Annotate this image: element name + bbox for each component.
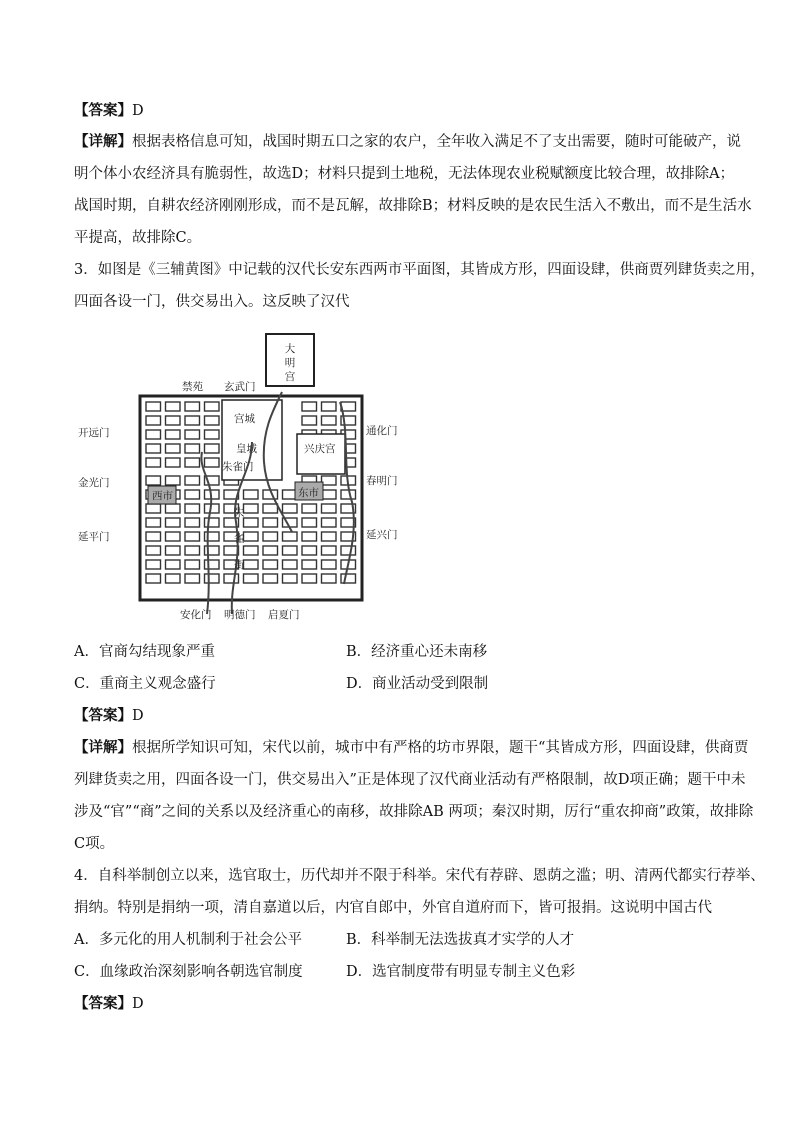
- q3-option-a: A．官商勾结现象严重: [74, 644, 215, 660]
- ward-block: [166, 402, 181, 411]
- q4-option-c: C．血缘政治深刻影响各朝选官制度: [74, 964, 303, 980]
- ward-block: [185, 416, 200, 425]
- daming-label-1: 大: [284, 343, 296, 355]
- ward-block: [166, 416, 181, 425]
- q2-detail-line-3: 战国时期，自耕农经济刚刚形成，而不是瓦解，故排除B；材料反映的是农民生活入不敷出，而不是生活水: [74, 198, 752, 214]
- ward-block: [205, 430, 220, 439]
- detail-tag: 【详解】: [74, 740, 132, 756]
- ward-block: [302, 546, 317, 555]
- qixia-label: 启夏门: [268, 609, 300, 621]
- ward-block: [224, 546, 239, 555]
- ward-block: [205, 518, 220, 527]
- answer-tag: 【答案】: [74, 996, 132, 1012]
- kaiyuan-label: 开远门: [78, 427, 110, 439]
- q2-detail-line-2: 明个体小农经济具有脆弱性，故选D；材料只提到土地税，无法体现农业税赋额度比较合理，故排除A；: [74, 166, 735, 182]
- ward-block: [263, 560, 278, 569]
- q4-option-b: B．科举制无法选拔真才实学的人才: [346, 932, 575, 948]
- xuanwu-label: 玄武门: [224, 381, 256, 393]
- ward-block: [185, 574, 200, 583]
- ward-block: [205, 574, 220, 583]
- ward-block: [166, 430, 181, 439]
- ward-block: [322, 532, 337, 541]
- xishi-label: 西市: [152, 490, 173, 502]
- ward-block: [185, 476, 200, 485]
- ward-block: [166, 504, 181, 513]
- ward-block: [146, 458, 161, 467]
- ward-block: [322, 518, 337, 527]
- ward-block: [205, 546, 220, 555]
- ward-block: [302, 416, 317, 425]
- ward-block: [283, 546, 298, 555]
- yanxing-label: 延兴门: [366, 529, 398, 541]
- q3-detail-line-3: 涉及“官”“商”之间的关系以及经济重心的南移，故排除AB 两项；秦汉时期，厉行“重农抑商”政策，故排除: [74, 804, 754, 820]
- yanping-label: 延平门: [78, 531, 110, 543]
- ward-block: [205, 444, 220, 453]
- answer-tag: 【答案】: [74, 708, 132, 724]
- q3-answer: [74, 706, 144, 726]
- ward-block: [322, 476, 337, 485]
- q2-answer: [74, 101, 144, 121]
- ward-block: [322, 560, 337, 569]
- ward-block: [166, 518, 181, 527]
- ward-block: [283, 532, 298, 541]
- ward-block: [263, 532, 278, 541]
- changan-city-map: [78, 322, 412, 632]
- jie-label: 街: [234, 559, 245, 571]
- ward-block: [322, 416, 337, 425]
- ward-block: [166, 458, 181, 467]
- q3-detail-line-4: C项。: [74, 836, 115, 852]
- ward-block: [244, 504, 259, 513]
- dongshi-label: 东市: [298, 487, 319, 499]
- ward-block: [146, 518, 161, 527]
- q4-answer: [74, 994, 144, 1014]
- mingde-label: 明德门: [224, 609, 256, 621]
- q2-detail-line-4: 平提高，故排除C。: [74, 230, 202, 246]
- answer-tag: 【答案】: [74, 103, 132, 119]
- ward-block: [263, 574, 278, 583]
- ward-block: [185, 430, 200, 439]
- zhu-label: 朱: [234, 507, 245, 519]
- ward-block: [185, 458, 200, 467]
- q3-detail-line-1: 【详解】根据所学知识可知，宋代以前，城市中有严格的坊市界限，题干“其皆成方形，四面设肆，供商贾: [74, 740, 749, 756]
- daming-label-3: 宫: [284, 371, 296, 383]
- ward-block: [341, 546, 356, 555]
- ward-block: [224, 574, 239, 583]
- chunming-label: 春明门: [366, 475, 398, 487]
- q4-stem-line-2: 捐纳。特别是捐纳一项，清自嘉道以后，内官自郎中，外官自道府而下，皆可报捐。这说明中国古代: [74, 900, 712, 916]
- ward-block: [146, 416, 161, 425]
- ward-block: [341, 574, 356, 583]
- ward-block: [302, 560, 317, 569]
- ward-block: [205, 416, 220, 425]
- ward-block: [146, 532, 161, 541]
- ward-block: [302, 532, 317, 541]
- ward-block: [205, 532, 220, 541]
- ward-block: [146, 574, 161, 583]
- ward-block: [244, 490, 259, 499]
- ward-block: [185, 444, 200, 453]
- ward-block: [146, 476, 161, 485]
- ward-block: [146, 444, 161, 453]
- daming-label-2: 明: [284, 357, 296, 369]
- ward-block: [166, 532, 181, 541]
- ward-block: [341, 402, 356, 411]
- ward-block: [322, 504, 337, 513]
- q3-option-b: B．经济重心还未南移: [346, 644, 488, 660]
- ward-block: [302, 574, 317, 583]
- ward-block: [283, 560, 298, 569]
- anhua-label: 安化门: [180, 609, 212, 621]
- q3-stem-line-1: 3．如图是《三辅黄图》中记载的汉代长安东西两市平面图，其皆成方形，四面设肆，供商贾列肆货卖之用，: [74, 262, 765, 278]
- q4-option-a: A．多元化的用人机制利于社会公平: [74, 932, 302, 948]
- ward-block: [244, 560, 259, 569]
- ward-block: [166, 560, 181, 569]
- tonghua-label: 通化门: [366, 425, 398, 437]
- ward-block: [166, 444, 181, 453]
- answer-value: D: [132, 103, 144, 119]
- ward-block: [244, 518, 259, 527]
- ward-block: [205, 402, 220, 411]
- q3-option-d: D．商业活动受到限制: [346, 676, 489, 692]
- ward-block: [185, 402, 200, 411]
- ward-block: [205, 560, 220, 569]
- ward-block: [263, 518, 278, 527]
- ward-block: [322, 574, 337, 583]
- ward-block: [166, 574, 181, 583]
- q3-stem-line-2: 四面各设一门，供交易出入。这反映了汉代: [74, 294, 350, 310]
- zhuque-gate-label: 朱雀门: [222, 461, 254, 473]
- ward-block: [322, 546, 337, 555]
- huangcheng-label: 皇城: [236, 443, 257, 455]
- ward-block: [322, 402, 337, 411]
- ward-block: [205, 458, 220, 467]
- ward-block: [146, 504, 161, 513]
- q3-option-c: C．重商主义观念盛行: [74, 676, 216, 692]
- ward-block: [185, 518, 200, 527]
- q3-detail-line-2: 列肆货卖之用，四面各设一门，供交易出入”正是体现了汉代商业活动有严格限制，故D项正确；题干中未: [74, 772, 746, 788]
- ward-block: [263, 546, 278, 555]
- ward-block: [244, 546, 259, 555]
- ward-block: [185, 546, 200, 555]
- ward-block: [263, 504, 278, 513]
- ward-block: [283, 504, 298, 513]
- ward-block: [146, 402, 161, 411]
- detail-tag: 【详解】: [74, 134, 132, 150]
- ward-block: [283, 574, 298, 583]
- ward-block: [146, 560, 161, 569]
- que-label: 雀: [234, 533, 245, 545]
- xingqing-label: 兴庆宫: [304, 443, 336, 455]
- ward-block: [166, 546, 181, 555]
- answer-value: D: [132, 708, 144, 724]
- ward-block: [146, 546, 161, 555]
- answer-value: D: [132, 996, 144, 1012]
- q2-detail-line-1: 【详解】根据表格信息可知，战国时期五口之家的农户，全年收入满足不了支出需要，随时可能破产，说: [74, 134, 741, 150]
- ward-block: [166, 476, 181, 485]
- ward-block: [244, 574, 259, 583]
- ward-block: [185, 532, 200, 541]
- jinguang-label: 金光门: [78, 477, 110, 489]
- ward-block: [185, 560, 200, 569]
- q4-stem-line-1: 4．自科举制创立以来，选官取士，历代却并不限于科举。宋代有荐辟、恩荫之滥；明、清两代都实行荐举、: [74, 868, 765, 884]
- ward-block: [302, 402, 317, 411]
- ward-block: [322, 490, 337, 499]
- ward-block: [146, 430, 161, 439]
- jinyuan-label: 禁苑: [182, 381, 203, 393]
- gongcheng-label: 宫城: [234, 413, 255, 425]
- ward-block: [302, 518, 317, 527]
- q4-option-d: D．选官制度带有明显专制主义色彩: [346, 964, 576, 980]
- ward-block: [185, 490, 200, 499]
- ward-block: [302, 504, 317, 513]
- ward-block: [244, 532, 259, 541]
- ward-block: [185, 504, 200, 513]
